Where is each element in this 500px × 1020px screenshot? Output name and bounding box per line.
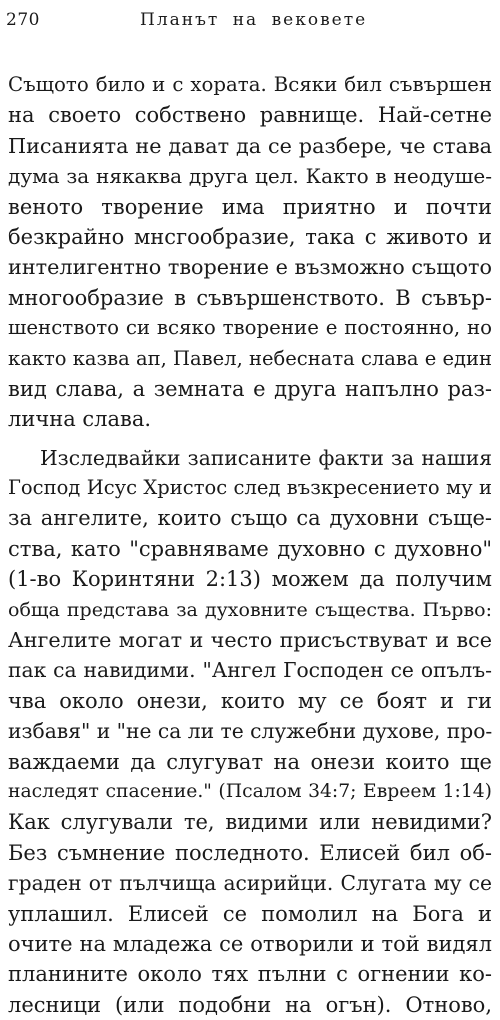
text-line: безкрайно мнсгообразие, така с живото и (8, 224, 492, 249)
paragraph-2 (8, 443, 492, 1020)
text-line: на своето собствено равнище. Най-сетне (8, 103, 492, 128)
text-line: Същото било и с хората. Всяки бил съвършен (8, 73, 492, 96)
page-header (0, 0, 500, 44)
text-line: чва около онези, които му се боят и ги (8, 688, 492, 713)
text-line: наследят спасение." (Псалом 34:7; Евреем 1:14) (8, 780, 492, 802)
text-line: Ангелите могат и често присъствуват и все (8, 628, 492, 653)
text-line: многообразие в съвършенството. В съвър- (8, 285, 492, 310)
text-line: обща представа за духовните същества. Първо: (8, 598, 492, 621)
text-line: шенството си всяко творение е постоянно, но (8, 316, 492, 340)
text-line: дума за някаква друга цел. Както в неодуше- (8, 164, 492, 189)
text-line: граден от пълчища асирийци. Слугата му се (8, 871, 492, 896)
paragraph-gap (8, 435, 492, 443)
text-line: очите на младежа се отворили и той видял (8, 931, 492, 956)
running-title: Планът на вековете (140, 10, 368, 30)
text-line: Как слугували те, видими или невидими? (8, 810, 492, 835)
text-line: (1-во Коринтяни 2:13) можем да получим (8, 567, 492, 592)
text-line: Господ Исус Христос след възкресението му и (8, 476, 492, 500)
page-number: 270 (6, 10, 40, 30)
text-line: за ангелите, които също са духовни съще- (8, 506, 492, 531)
body-text (8, 70, 492, 1020)
text-line: уплашил. Елисей се помолил на Бога и (8, 901, 492, 926)
text-line: важдаеми да слугуват на онези които ще (8, 749, 492, 774)
text-line: Писанията не дават да се разбере, че става (8, 133, 492, 158)
text-line: Изследвайки записаните факти за нашия (40, 445, 492, 470)
text-line: Без съмнение последното. Елисей бил об- (8, 840, 492, 865)
text-line: лична слава. (8, 407, 152, 432)
text-line: планините около тях пълни с огнении ко- (8, 962, 492, 987)
text-line: както казва ап, Павел, небесната слава е един (8, 346, 492, 370)
text-line: ства, като "сравняваме духовно с духовно" (8, 536, 492, 561)
text-line: вид слава, а земната е друга напълно раз- (8, 376, 492, 401)
text-line: веното творение има приятно и почти (8, 194, 492, 219)
text-line: пак са навидими. "Ангел Господен се опълъ- (8, 658, 492, 683)
text-line: избавя" и "не са ли те служебни духове, про- (8, 719, 493, 744)
text-line: интелигентно творение е възможно същото (8, 255, 492, 280)
paragraph-1 (8, 70, 492, 435)
text-line: лесници (или подобни на огън). Отново, (8, 992, 492, 1017)
